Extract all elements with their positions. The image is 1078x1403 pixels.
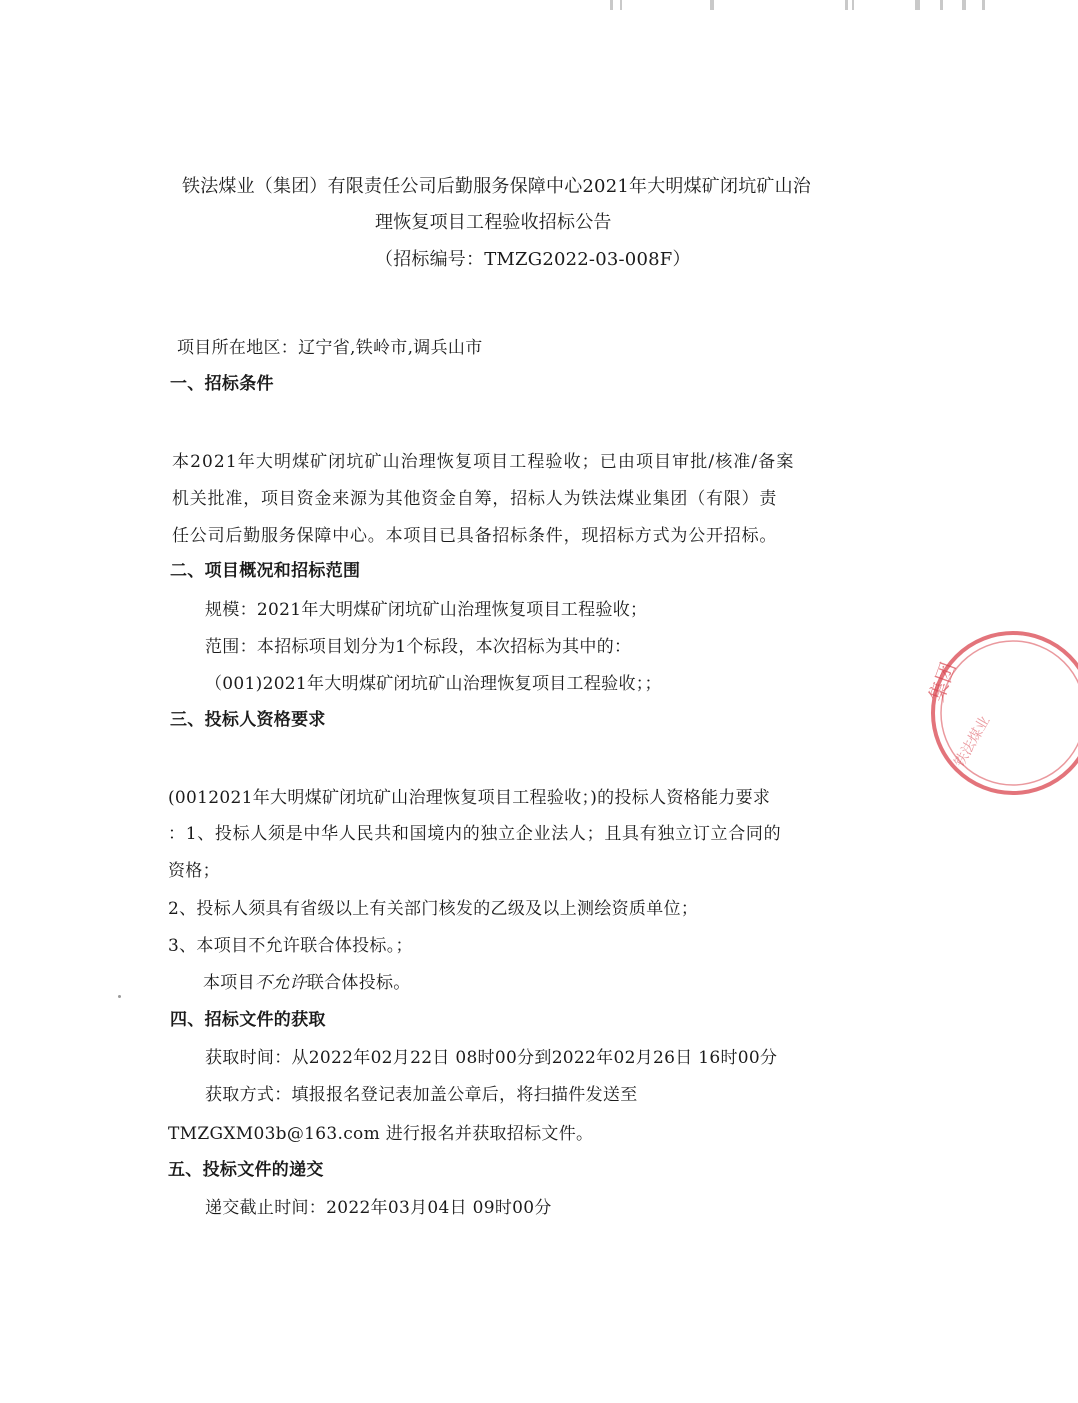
qualification-line-6 [203,972,411,994]
company-seal-stamp [924,618,1078,808]
svg-text:集团: 集团 [924,658,961,705]
acquisition-time: 获取时间：从2022年02月22日 08时00分到2022年02月26日 16时00分 [205,1048,778,1068]
svg-text:铁法煤业: 铁法煤业 [951,713,994,770]
scan-artifact-marks [590,0,992,12]
tender-scope: 范围：本招标项目划分为1个标段，本次招标为其中的： [205,637,632,657]
scan-speck [118,995,121,998]
acquisition-method-line-2: TMZGXM03b@163.com 进行报名并获取招标文件。 [168,1124,594,1144]
project-location: 项目所在地区：辽宁省,铁岭市,调兵山市 [177,338,483,358]
section-1-heading: 一、招标条件 [170,374,274,394]
section-2-heading: 二、项目概况和招标范围 [170,561,361,581]
section-5-heading: 五、投标文件的递交 [168,1160,324,1180]
section-1-paragraph-line-3: 任公司后勤服务保障中心。本项目已具备招标条件，现招标方式为公开招标。 [172,526,778,546]
qualification-line-6-emphasis: 不允许 [254,973,307,993]
section-3-heading: 三、投标人资格要求 [170,710,326,730]
qualification-line-2: ：1、投标人须是中华人民共和国境内的独立企业法人；且具有独立订立合同的 [168,824,782,844]
qualification-line-6-pre: 本项目 [203,973,255,993]
title-line-2: 理恢复项目工程验收招标公告 [375,212,612,233]
qualification-line-3: 资格； [168,861,220,881]
acquisition-method-line-1: 获取方式：填报报名登记表加盖公章后，将扫描件发送至 [205,1085,638,1105]
section-1-paragraph-line-2: 机关批准，项目资金来源为其他资金自筹，招标人为铁法煤业集团（有限）责 [172,489,778,509]
qualification-line-1: (0012021年大明煤矿闭坑矿山治理恢复项目工程验收；)的投标人资格能力要求 [168,788,771,808]
tender-lot: （001)2021年大明煤矿闭坑矿山治理恢复项目工程验收；； [205,674,662,694]
project-scale: 规模：2021年大明煤矿闭坑矿山治理恢复项目工程验收； [205,600,648,620]
qualification-line-6-post: 联合体投标。 [306,973,411,993]
section-1-paragraph-line-1: 本2021年大明煤矿闭坑矿山治理恢复项目工程验收；已由项目审批/核准/备案 [172,452,795,472]
submission-deadline: 递交截止时间：2022年03月04日 09时00分 [205,1198,552,1218]
qualification-line-5: 3、本项目不允许联合体投标。； [168,936,413,956]
title-tender-number: （招标编号：TMZG2022-03-008F） [375,249,691,270]
title-line-1: 铁法煤业（集团）有限责任公司后勤服务保障中心2021年大明煤矿闭坑矿山治 [182,176,812,197]
qualification-line-4: 2、投标人须具有省级以上有关部门核发的乙级及以上测绘资质单位； [168,899,699,919]
section-4-heading: 四、招标文件的获取 [170,1010,326,1030]
